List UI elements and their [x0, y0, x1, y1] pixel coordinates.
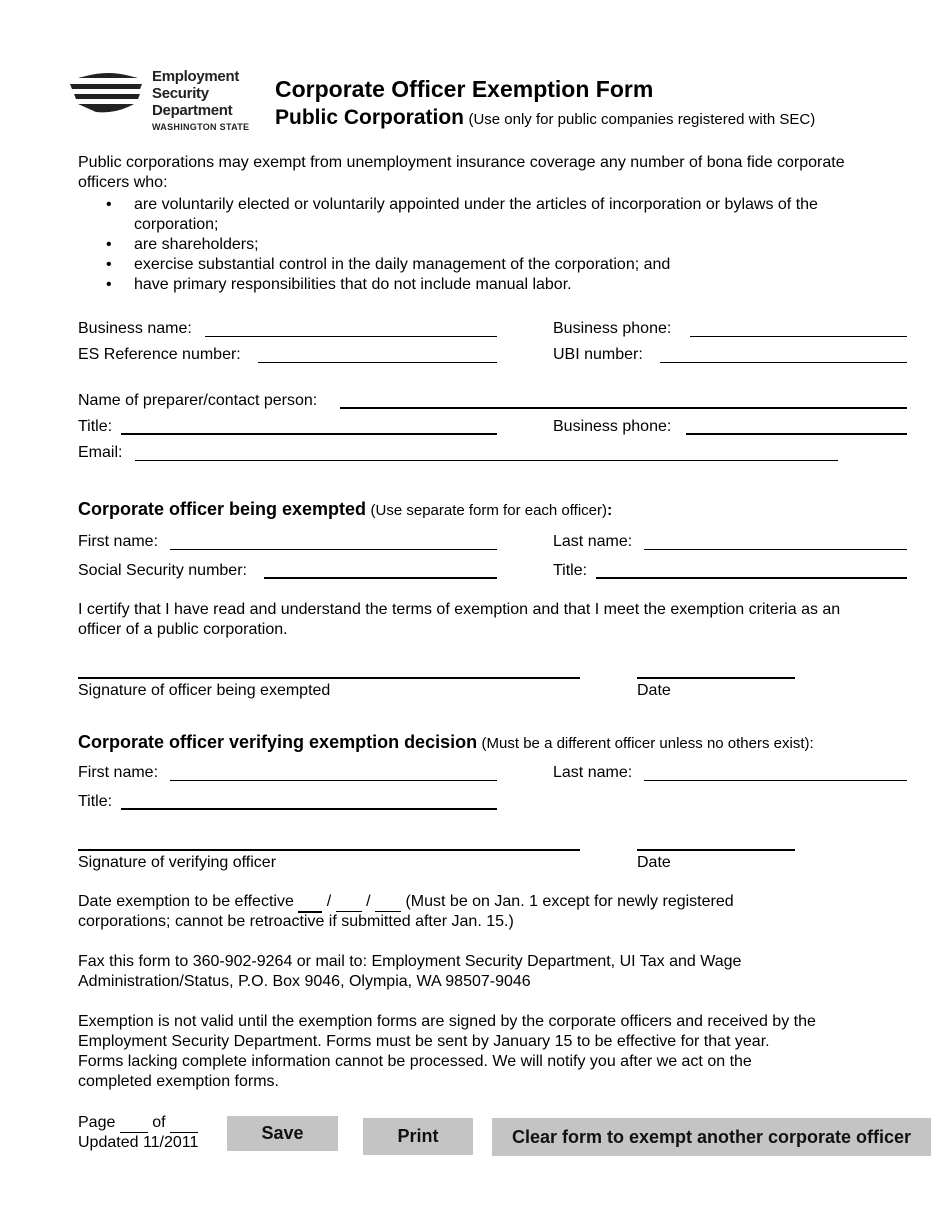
exempted-first-name-label: First name: [78, 533, 159, 550]
save-button[interactable]: Save [227, 1116, 338, 1151]
page-number-input[interactable] [120, 1116, 148, 1133]
ubi-number-label: UBI number: [553, 346, 643, 363]
effective-date-prefix: Date exemption to be effective [78, 893, 294, 910]
list-item: • have primary responsibilities that do not include manual labor. [78, 275, 898, 295]
validity-line-3: Forms lacking complete information cannot be processed. We will notify you after we act on the [78, 1053, 752, 1070]
preparer-name-input[interactable] [340, 391, 907, 409]
email-input[interactable] [135, 444, 838, 461]
date-separator: / [366, 893, 371, 910]
verifying-section-heading [78, 733, 814, 753]
exempted-last-name-input[interactable] [644, 533, 907, 550]
business-phone-label: Business phone: [553, 320, 672, 337]
verifying-last-name-label: Last name: [553, 764, 633, 781]
effective-date-row [78, 892, 734, 911]
of-label: of [152, 1114, 166, 1131]
verifying-signature-line[interactable] [78, 849, 580, 851]
print-button[interactable]: Print [363, 1118, 473, 1155]
business-name-input[interactable] [205, 320, 497, 337]
form-subtitle-note: (Use only for public companies registered with SEC) [468, 111, 816, 128]
effective-year-input[interactable] [375, 895, 401, 912]
exempted-date-line[interactable] [637, 677, 795, 679]
verifying-date-label: Date [637, 854, 671, 871]
es-reference-input[interactable] [258, 346, 497, 363]
date-separator: / [326, 893, 332, 910]
verifying-signature-label: Signature of verifying officer [78, 854, 277, 871]
form-title: Corporate Officer Exemption Form [275, 76, 654, 102]
preparer-title-input[interactable] [121, 417, 497, 435]
certify-text: I certify that I have read and understand the terms of exemption and that I meet the exemption criteria as an officer of a public corporation. [78, 601, 841, 638]
fax-line-2: Administration/Status, P.O. Box 9046, Olympia, WA 98507-9046 [78, 973, 531, 990]
preparer-name-label: Name of preparer/contact person: [78, 392, 318, 409]
exempted-title-label: Title: [553, 562, 588, 579]
verifying-note: (Must be a different officer unless no others exist): [481, 735, 814, 752]
logo-line-2: Security [152, 85, 209, 102]
logo-line-1: Employment [152, 68, 240, 85]
esd-logo-mark [68, 72, 144, 118]
verifying-date-line[interactable] [637, 849, 795, 851]
clear-form-button[interactable]: Clear form to exempt another corporate officer [492, 1118, 931, 1156]
list-item: • exercise substantial control in the daily management of the corporation; and [78, 255, 898, 275]
preparer-phone-input[interactable] [686, 417, 907, 435]
logo-line-3: Department [152, 102, 233, 119]
page-total-input[interactable] [170, 1116, 198, 1133]
exempted-first-name-input[interactable] [170, 533, 497, 550]
validity-line-1: Exemption is not valid until the exemption forms are signed by the corporate officers and received by the [78, 1013, 816, 1030]
preparer-phone-label: Business phone: [553, 418, 672, 435]
preparer-title-label: Title: [78, 418, 113, 435]
fax-line-1: Fax this form to 360-902-9264 or mail to: Employment Security Department, UI Tax and Wage [78, 953, 742, 970]
effective-date-note: corporations; cannot be retroactive if submitted after Jan. 15.) [78, 913, 514, 930]
exempted-section-heading [78, 500, 612, 520]
es-reference-label: ES Reference number: [78, 346, 241, 363]
validity-line-2: Employment Security Department. Forms must be sent by January 15 to be effective for that year. [78, 1033, 770, 1050]
page-number-row [78, 1113, 198, 1132]
email-label: Email: [78, 444, 123, 461]
business-phone-input[interactable] [690, 320, 907, 337]
ssn-input[interactable] [264, 561, 497, 579]
updated-date: Updated 11/2011 [78, 1134, 199, 1151]
exempted-note: (Use separate form for each officer) [370, 502, 607, 519]
verifying-first-name-input[interactable] [170, 764, 497, 781]
validity-line-4: completed exemption forms. [78, 1073, 279, 1090]
business-name-label: Business name: [78, 320, 192, 337]
verifying-first-name-label: First name: [78, 764, 159, 781]
effective-date-suffix: (Must be on Jan. 1 except for newly registered [405, 893, 734, 910]
logo-subtitle: WASHINGTON STATE [152, 122, 250, 132]
exempted-title-input[interactable] [596, 561, 907, 579]
effective-day-input[interactable] [336, 895, 362, 912]
page-label: Page [78, 1114, 116, 1131]
exempted-colon: : [607, 502, 613, 519]
form-subtitle: Public Corporation [275, 106, 464, 129]
criteria-list [78, 195, 898, 295]
exempted-heading: Corporate officer being exempted [78, 499, 367, 519]
exempted-signature-line[interactable] [78, 677, 580, 679]
verifying-heading: Corporate officer verifying exemption decision [78, 732, 478, 752]
list-item: • are shareholders; [78, 235, 898, 255]
list-item: • are voluntarily elected or voluntarily appointed under the articles of incorporation or bylaws of the corporation; [78, 195, 898, 235]
verifying-title-label: Title: [78, 793, 113, 810]
intro-text: Public corporations may exempt from unemployment insurance coverage any number of bona fide corporate officers who: [78, 154, 845, 191]
ubi-number-input[interactable] [660, 346, 907, 363]
form-subtitle-row [275, 108, 815, 129]
exempted-date-label: Date [637, 682, 671, 699]
exempted-last-name-label: Last name: [553, 533, 633, 550]
effective-month-input[interactable] [298, 895, 322, 913]
verifying-title-input[interactable] [121, 792, 497, 810]
esd-logo [68, 68, 258, 138]
exempted-signature-label: Signature of officer being exempted [78, 682, 331, 699]
ssn-label: Social Security number: [78, 562, 247, 579]
verifying-last-name-input[interactable] [644, 764, 907, 781]
